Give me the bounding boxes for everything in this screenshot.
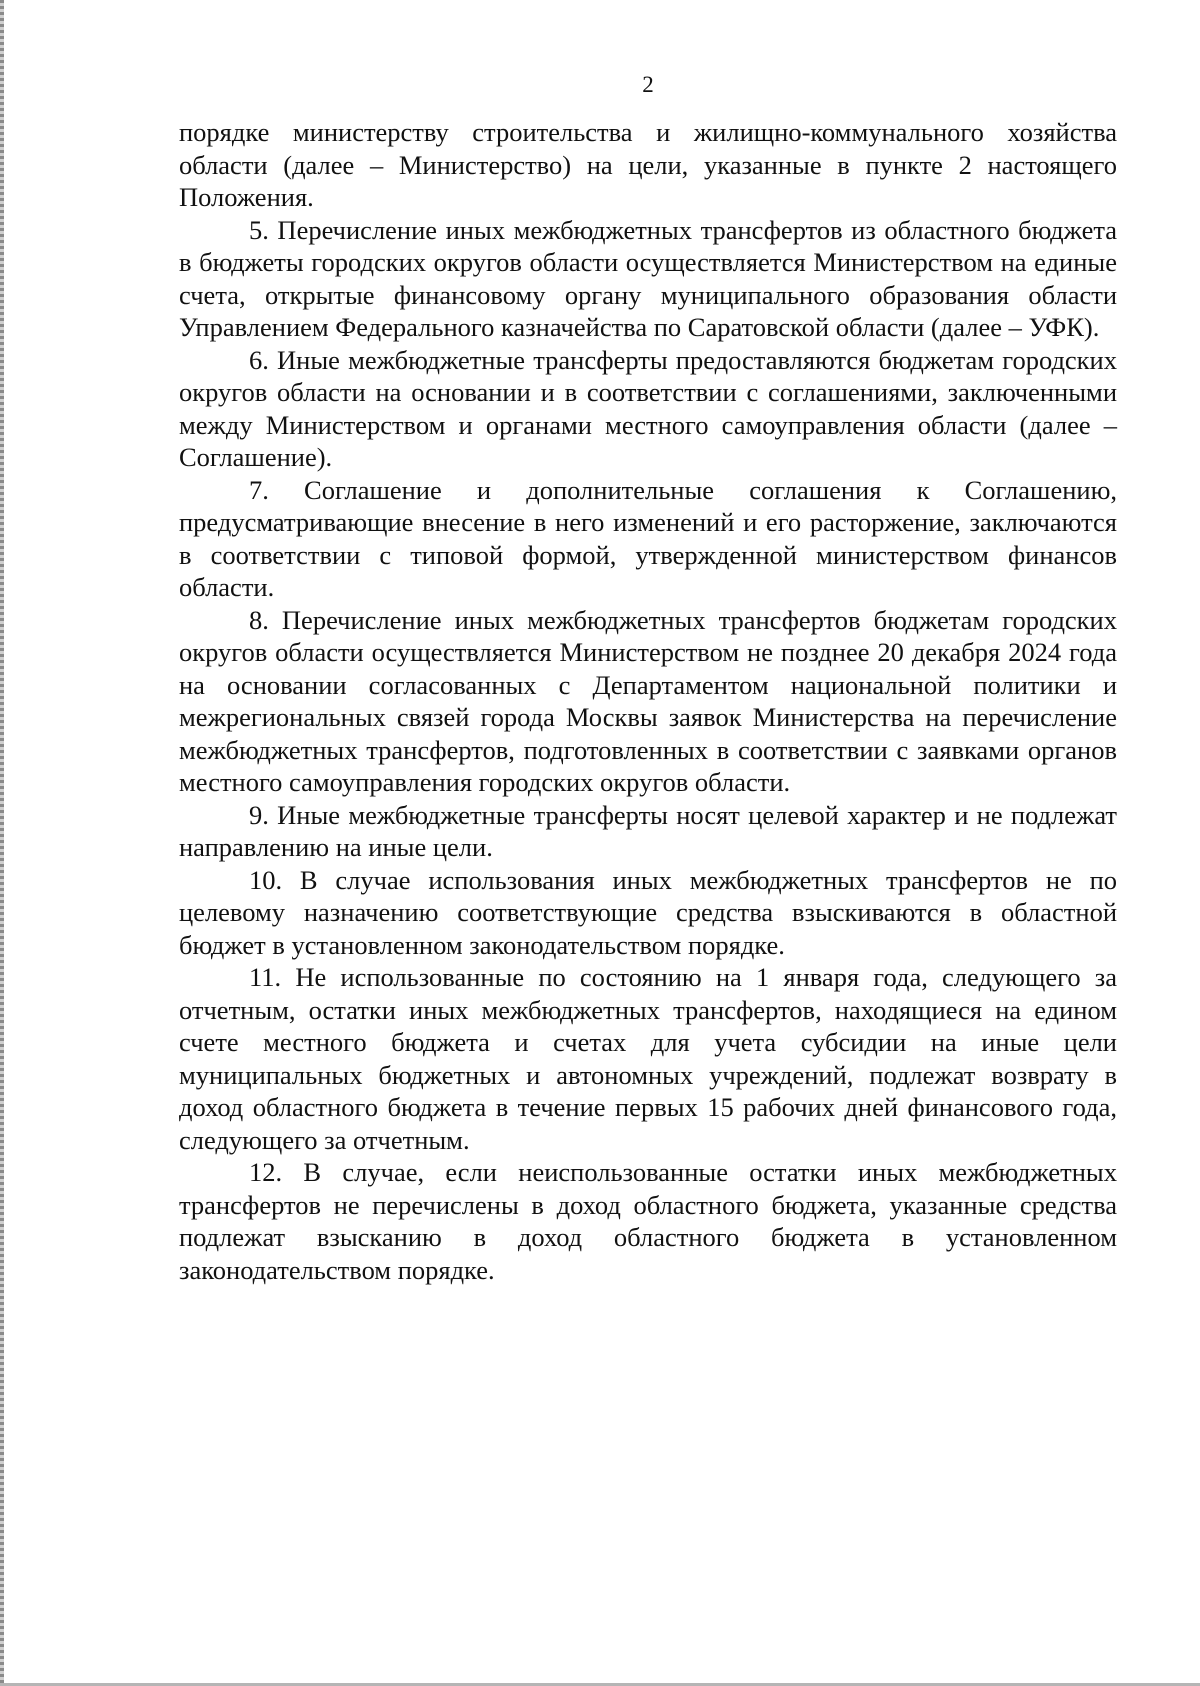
paragraph-item-5: 5. Перечисление иных межбюджетных трансфертов из областного бюджета в бюджеты городских округов области осуществляется Министерством на единые счета, открытые финансовому органу муниципального образования области Управлением Федерального казначейства по Саратовской области (далее – УФК). bbox=[179, 214, 1117, 342]
page-number: 2 bbox=[642, 72, 654, 97]
paragraph-item-11: 11. Не использованные по состоянию на 1 января года, следующего за отчетным, остатки иных межбюджетных трансфертов, находящиеся на едином счете местного бюджета и счетах для учета субсидии на иные цели муниципальных бюджетных и автономных учреждений, подлежат возврату в доход областного бюджета в течение первых 15 рабочих дней финансового года, следующего за отчетным. bbox=[179, 962, 1117, 1155]
paragraph-item-12: 12. В случае, если неиспользованные остатки иных межбюджетных трансфертов не перечислены в доход областного бюджета, указанные средства подлежат взысканию в доход областного бюджета в установленном законодательством порядке. bbox=[179, 1157, 1117, 1285]
paragraph-continuation: порядке министерству строительства и жилищно-коммунального хозяйства области (далее – Министерство) на цели, указанные в пункте 2 настоящего Положения. bbox=[179, 117, 1117, 212]
paragraph-item-7: 7. Соглашение и дополнительные соглашения к Соглашению, предусматривающие внесение в него изменений и его расторжение, заключаются в соответствии с типовой формой, утвержденной министерством финансов области. bbox=[179, 474, 1117, 602]
paragraph-item-6: 6. Иные межбюджетные трансферты предоставляются бюджетам городских округов области на основании и в соответствии с соглашениями, заключенными между Министерством и органами местного самоуправления области (далее – Соглашение). bbox=[179, 344, 1117, 472]
document-body bbox=[179, 116, 1117, 1286]
scan-left-edge bbox=[0, 0, 4, 1686]
paragraph-item-9: 9. Иные межбюджетные трансферты носят целевой характер и не подлежат направлению на иные цели. bbox=[179, 799, 1117, 862]
paragraph-item-8: 8. Перечисление иных межбюджетных трансфертов бюджетам городских округов области осуществляется Министерством не позднее 20 декабря 2024 года на основании согласованных с Департаментом национальной политики и межрегиональных связей города Москвы заявок Министерства на перечисление межбюджетных трансфертов, подготовленных в соответствии с заявками органов местного самоуправления городских округов области. bbox=[179, 604, 1117, 797]
paragraph-item-10: 10. В случае использования иных межбюджетных трансфертов не по целевому назначению соответствующие средства взыскиваются в областной бюджет в установленном законодательством порядке. bbox=[179, 864, 1117, 960]
